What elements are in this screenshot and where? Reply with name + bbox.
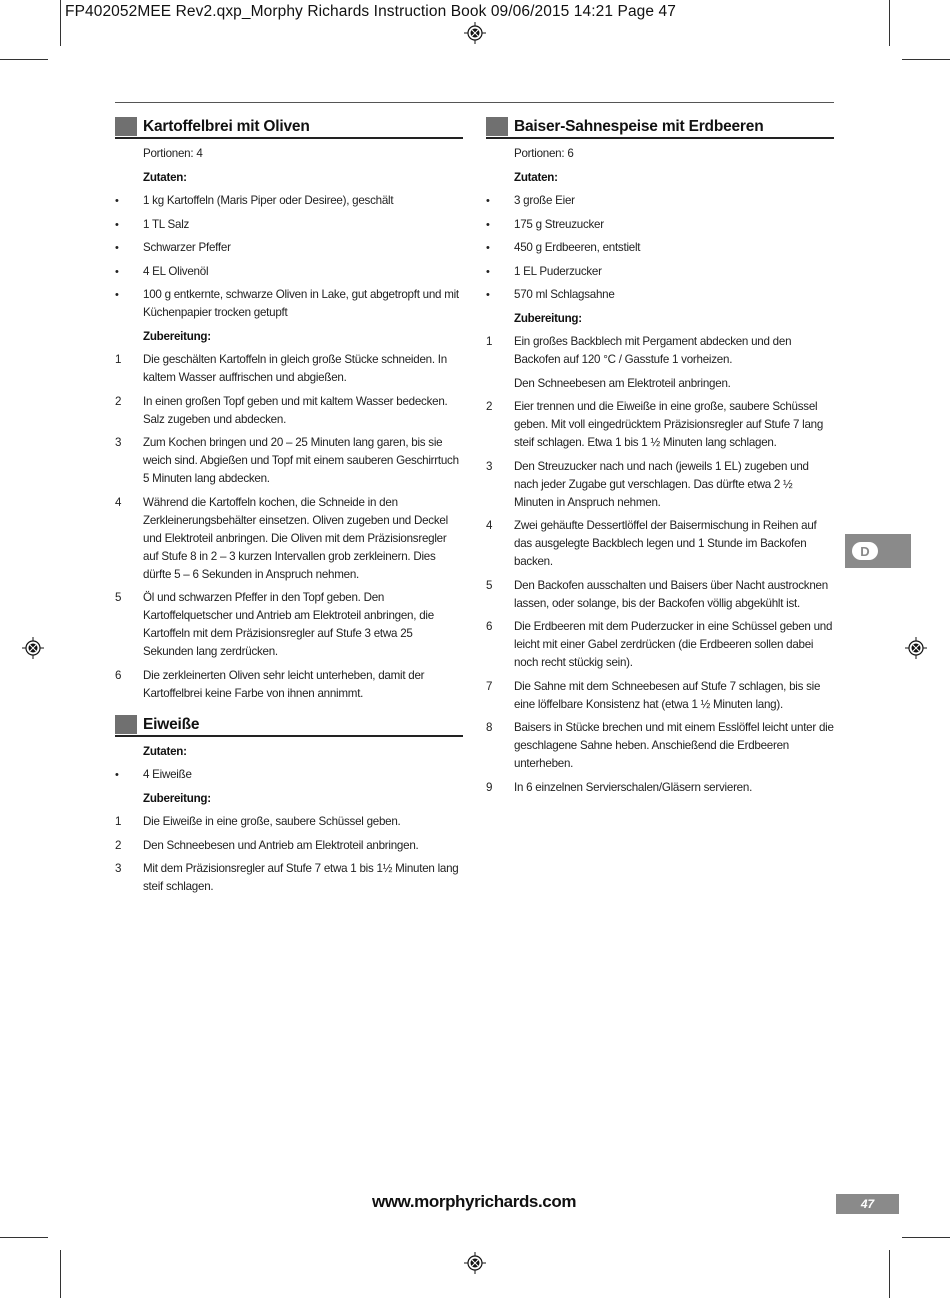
bullet-icon: • [115,195,119,207]
bullet-icon: • [115,265,119,278]
step-number: 1 [486,335,493,348]
step-text: Eier trennen und die Eiweiße in eine große, saubere Schüssel geben. Mit voll eingedrücktem Präzisionsregler auf Stufe 7 lang steif schlagen. Etwa 1 bis 1 ½ Minuten lang schlagen. [514,400,824,449]
step-item [115,434,463,488]
step-text: Zwei gehäufte Dessertlöffel der Baisermischung in Reihen auf das ausgelegte Backblech legen und 1 Stunde im Backofen backen. [514,519,817,568]
step-text: In einen großen Topf geben und mit kaltem Wasser bedecken. Salz zugeben und abdecken. [143,394,448,426]
step-text: Die Erdbeeren mit dem Puderzucker in eine Schüssel geben und leicht mit einer Gabel zerdrücken (die Erdbeeren sollen dabei noch recht stückig sein). [514,620,833,669]
registration-mark-icon [905,637,927,659]
step-number: 3 [115,862,122,875]
step-number: 3 [486,459,493,473]
step-text: Den Backofen ausschalten und Baisers über Nacht austrocknen lassen, oder solange, bis der Backofen völlig abgekühlt ist. [514,578,828,610]
ingredient-text: 1 kg Kartoffeln (Maris Piper oder Desiree), geschält [143,194,394,207]
registration-mark-icon [22,637,44,659]
step-item [486,779,834,797]
step-note: Den Schneebesen am Elektroteil anbringen. [514,376,731,390]
crop-mark [902,59,950,60]
section-title: Kartoffelbrei mit Oliven [143,118,310,135]
right-column [486,113,834,802]
step-list [486,398,834,797]
step-item [486,333,834,369]
crop-mark [60,1250,61,1298]
step-item [115,351,463,387]
preparation-label: Zubereitung: [143,329,211,343]
step-list [115,813,463,896]
ingredient-text: 100 g entkernte, schwarze Oliven in Lake, gut abgetropft und mit Küchenpapier trocken getupft [143,288,459,319]
portions: Portionen: 6 [514,147,574,160]
step-number: 1 [115,815,122,828]
step-item [486,517,834,571]
step-item [486,577,834,613]
bullet-icon: • [486,242,490,254]
ingredients-label: Zutaten: [514,170,558,184]
step-item [115,667,463,703]
ingredient-item [486,192,834,210]
ingredient-item [486,216,834,234]
ingredient-item [115,263,463,281]
bullet-icon: • [115,769,119,781]
step-text: In 6 einzelnen Servierschalen/Gläsern servieren. [514,780,753,794]
file-slug: FP402052MEE Rev2.qxp_Morphy Richards Instruction Book 09/06/2015 14:21 Page 47 [65,3,676,20]
registration-mark-icon [464,1252,486,1274]
step-number: 9 [486,780,493,794]
step-item [486,678,834,714]
ingredient-item [115,239,463,257]
bullet-icon: • [486,289,490,301]
crop-mark [889,1250,890,1298]
step-item [115,494,463,584]
section-heading [115,113,463,139]
step-number: 3 [115,436,122,449]
ingredient-text: 4 EL Olivenöl [143,264,209,278]
ingredient-text: 1 TL Salz [143,217,190,231]
step-number: 5 [486,578,493,592]
step-item [115,589,463,661]
bullet-icon: • [115,218,119,231]
step-text: Die Sahne mit dem Schneebesen auf Stufe 7 schlagen, bis sie eine löffelbare Konsistenz hat (etwa 1 ½ Minuten lang). [514,679,821,711]
step-item [486,398,834,452]
step-text: Den Streuzucker nach und nach (jeweils 1 EL) zugeben und nach jeder Zugabe gut verschlagen. Das dürfte etwa 2 ½ Minuten in Anspruch nehmen. [514,459,809,509]
ingredient-text: 175 g Streuzucker [514,217,604,231]
step-item [486,458,834,512]
step-text: Die zerkleinerten Oliven sehr leicht unterheben, damit der Kartoffelbrei keine Farbe von ihnen annimmt. [143,668,425,700]
bullet-icon: • [486,265,490,278]
language-tab [845,534,911,568]
preparation-label: Zubereitung: [143,791,211,805]
bullet-icon: • [115,289,119,301]
step-text: Während die Kartoffeln kochen, die Schneide in den Zerkleinerungsbehälter einsetzen. Oliven zugeben und Deckel und Elektroteil anbringen. Die Oliven mit dem Präzisionsregler auf Stufe 8 in 2 – 3 kurzen Intervallen grob zerkleinern. Dies dürfte 5 – 6 Sekunden in Anspruch nehmen. [143,495,448,581]
ingredient-text: 450 g Erdbeeren, entstielt [514,241,641,254]
step-number: 2 [486,400,493,413]
ingredient-list [486,192,834,304]
top-rule [115,102,834,103]
step-item [115,393,463,429]
bullet-icon: • [486,195,490,207]
language-tab-label: D [852,542,878,560]
step-number: 6 [115,668,122,682]
bullet-icon: • [486,218,490,231]
step-item [486,618,834,672]
step-number: 2 [115,394,122,408]
step-number: 2 [115,838,122,852]
step-item [115,860,463,896]
ingredient-text: 4 Eiweiße [143,768,192,781]
step-number: 7 [486,679,493,693]
ingredients-label: Zutaten: [143,170,187,184]
section-title: Baiser-Sahnespeise mit Erdbeeren [514,118,764,135]
step-text: Öl und schwarzen Pfeffer in den Topf geben. Den Kartoffelquetscher und Antrieb am Elektroteil anbringen, die Kartoffeln mit dem Präzisionsregler auf Stufe 3 etwa 25 Sekunden lang zerdrücken. [143,591,434,658]
step-number: 4 [486,519,493,532]
ingredient-item [486,263,834,281]
crop-mark [60,0,61,46]
crop-mark [0,1237,48,1238]
heading-block [486,117,508,136]
section-heading [486,113,834,139]
ingredient-text: 570 ml Schlagsahne [514,288,615,301]
heading-block [115,715,137,734]
step-text: Den Schneebesen und Antrieb am Elektroteil anbringen. [143,838,419,852]
step-text: Ein großes Backblech mit Pergament abdecken und den Backofen auf 120 °C / Gasstufe 1 vorheizen. [514,335,792,366]
step-item [115,813,463,831]
crop-mark [0,59,48,60]
ingredient-text: 3 große Eier [514,194,575,207]
section-heading [115,711,463,737]
bullet-icon: • [115,242,119,254]
ingredient-item [486,239,834,257]
page-number: 47 [836,1194,899,1214]
ingredient-item [486,286,834,304]
step-text: Zum Kochen bringen und 20 – 25 Minuten lang garen, bis sie weich sind. Abgießen und Topf mit einem sauberen Geschirrtuch 5 Minuten lang abdecken. [143,436,459,485]
step-number: 5 [115,591,122,604]
step-text: Die geschälten Kartoffeln in gleich große Stücke schneiden. In kaltem Wasser auffrischen und abgießen. [143,353,447,384]
ingredient-item [115,216,463,234]
step-text: Baisers in Stücke brechen und mit einem Esslöffel leicht unter die geschlagene Sahne heben. Anschießend die Erdbeeren unterheben. [514,721,834,770]
left-column [115,113,463,902]
preparation-label: Zubereitung: [514,311,582,325]
ingredients-label: Zutaten: [143,744,187,758]
crop-mark [889,0,890,46]
ingredient-list [115,192,463,322]
registration-mark-icon [464,22,486,44]
step-number: 8 [486,721,493,734]
step-number: 1 [115,353,122,366]
step-number: 4 [115,495,122,509]
ingredient-text: Schwarzer Pfeffer [143,241,231,254]
ingredient-item [115,286,463,322]
step-text: Die Eiweiße in eine große, saubere Schüssel geben. [143,815,401,828]
ingredient-list [115,766,463,784]
ingredient-item [115,766,463,784]
step-list [115,351,463,703]
heading-block [115,117,137,136]
step-text: Mit dem Präzisionsregler auf Stufe 7 etwa 1 bis 1½ Minuten lang steif schlagen. [143,862,459,893]
ingredient-text: 1 EL Puderzucker [514,264,602,278]
crop-mark [902,1237,950,1238]
section-title: Eiweiße [143,715,200,733]
step-item [115,837,463,855]
step-number: 6 [486,620,493,633]
website-url: www.morphyrichards.com [372,1192,577,1211]
step-item [486,719,834,773]
ingredient-item [115,192,463,210]
portions: Portionen: 4 [143,147,203,160]
